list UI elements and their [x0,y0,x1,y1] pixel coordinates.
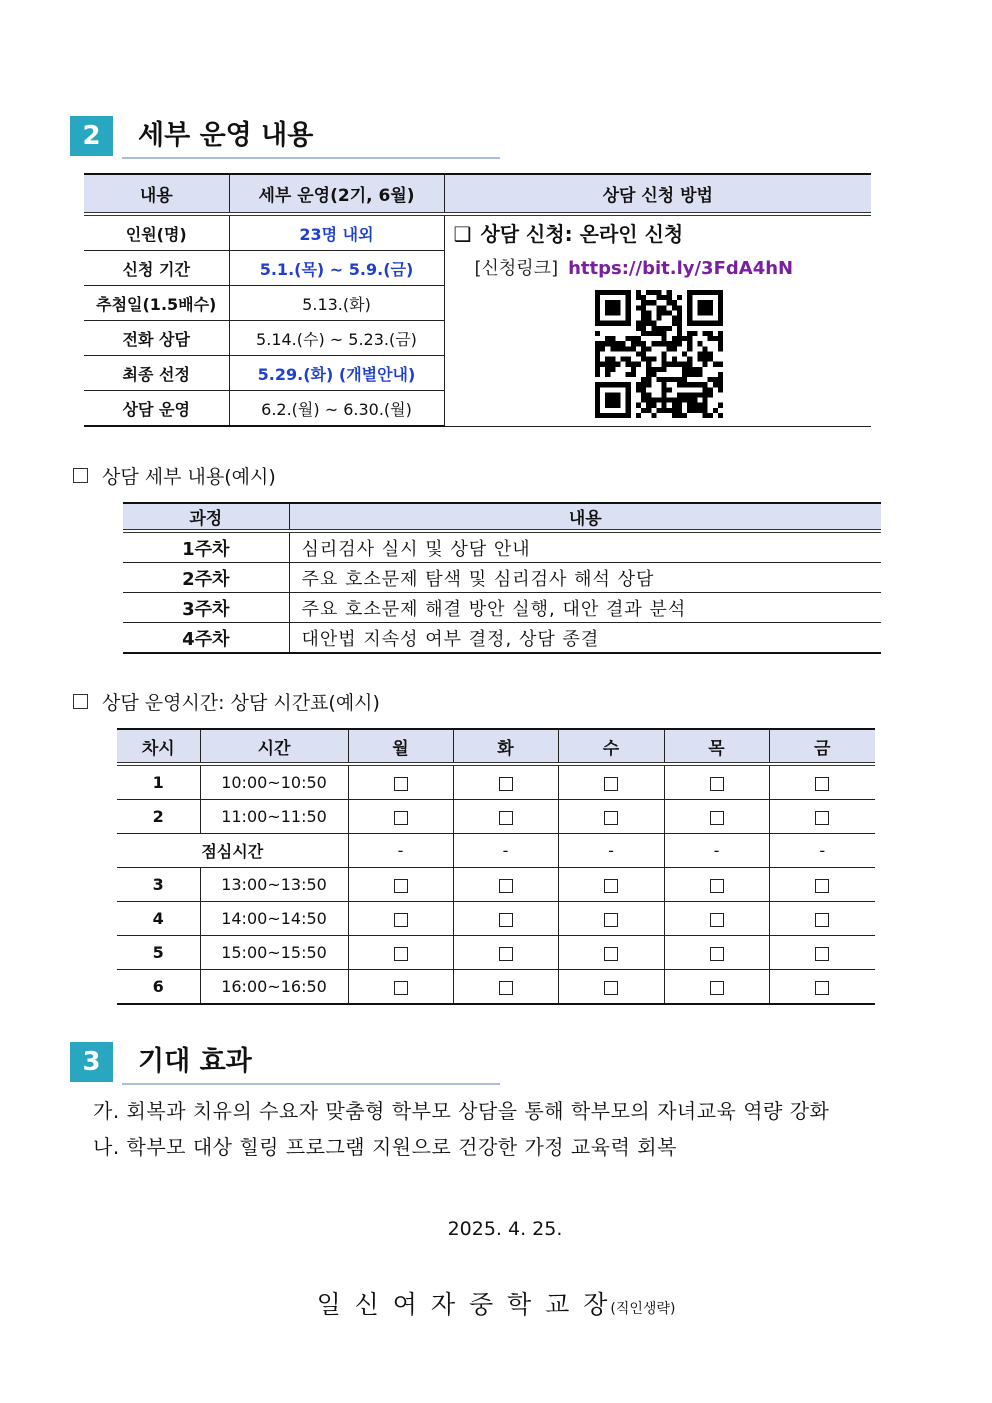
schedule-heading [73,688,380,715]
lunch-label: 점심시간 [117,834,348,868]
week-cell: 1주차 [123,531,289,563]
checkbox-icon[interactable] [815,913,829,927]
day-cell [769,800,875,834]
checkbox-icon[interactable] [499,777,513,791]
period-cell: 3 [117,868,200,902]
document-date: 2025. 4. 25. [447,1218,563,1240]
content-cell: 주요 호소문제 해결 방안 실행, 대안 결과 분석 [289,593,881,623]
section-number: 3 [70,1042,113,1082]
qr-code-icon [595,290,723,418]
schedule-header: 시간 [200,729,348,764]
row-value: 23명 내외 [229,214,444,251]
time-cell: 15:00~15:50 [200,936,348,970]
day-cell [769,936,875,970]
day-cell [558,902,664,936]
day-cell [348,868,453,902]
method-cell [444,214,871,426]
row-label: 신청 기간 [84,251,229,286]
checkbox-icon[interactable] [394,913,408,927]
schedule-header: 화 [453,729,558,764]
detail-heading [73,462,276,489]
day-cell [558,800,664,834]
checkbox-icon[interactable] [710,879,724,893]
table-row [123,531,881,563]
period-cell: 6 [117,970,200,1005]
schedule-header: 월 [348,729,453,764]
link-label: [신청링크] [474,258,559,279]
content-cell: 심리검사 실시 및 상담 안내 [289,531,881,563]
checkbox-icon[interactable] [394,811,408,825]
period-cell: 1 [117,764,200,800]
checkbox-icon[interactable] [710,811,724,825]
section-title: 기대 효과 [138,1046,252,1077]
row-label: 최종 선정 [84,356,229,391]
day-cell [558,970,664,1005]
time-cell: 11:00~11:50 [200,800,348,834]
table-row [123,563,881,593]
period-cell: 4 [117,902,200,936]
day-cell [348,902,453,936]
checkbox-icon[interactable] [815,981,829,995]
schedule-row [117,868,875,902]
schedule-heading-text: 상담 운영시간: 상담 시간표(예시) [102,692,380,714]
section-underline [122,1083,500,1085]
row-label: 인원(명) [84,214,229,251]
checkbox-icon[interactable] [499,947,513,961]
day-cell [664,764,769,800]
row-label: 상담 운영 [84,391,229,427]
signature-name: 일 신 여 자 중 학 교 장 [316,1290,611,1319]
day-cell [664,902,769,936]
checkbox-icon[interactable] [394,777,408,791]
signature-line [0,1285,992,1321]
schedule-row [117,936,875,970]
checkbox-icon[interactable] [815,879,829,893]
header-course: 과정 [123,503,289,531]
schedule-row [117,764,875,800]
checkbox-icon[interactable] [499,981,513,995]
schedule-row [117,902,875,936]
checkbox-icon[interactable] [499,811,513,825]
week-cell: 3주차 [123,593,289,623]
day-cell [664,868,769,902]
checkbox-icon[interactable] [604,879,618,893]
day-cell [769,970,875,1005]
day-cell [453,868,558,902]
day-cell [664,936,769,970]
checkbox-icon[interactable] [815,777,829,791]
row-label: 추첨일(1.5배수) [84,286,229,321]
row-label: 전화 상담 [84,321,229,356]
checkbox-bullet-icon [73,468,88,483]
operation-table [84,173,871,427]
week-cell: 4주차 [123,623,289,654]
table-row [84,214,871,251]
week-cell: 2주차 [123,563,289,593]
dash-cell: - [453,834,558,868]
header-method: 상담 신청 방법 [444,174,871,214]
checkbox-icon[interactable] [710,913,724,927]
day-cell [453,764,558,800]
checkbox-icon[interactable] [394,879,408,893]
schedule-table [117,728,875,1005]
checkbox-icon[interactable] [499,879,513,893]
day-cell [348,800,453,834]
day-cell [348,936,453,970]
checkbox-icon[interactable] [394,981,408,995]
checkbox-icon[interactable] [710,777,724,791]
method-title: 상담 신청: 온라인 신청 [480,222,684,246]
checkbox-icon[interactable] [815,947,829,961]
schedule-row [117,800,875,834]
day-cell [453,800,558,834]
section-underline [122,157,500,159]
header-operation: 세부 운영(2기, 6월) [229,174,444,214]
content-cell: 주요 호소문제 탐색 및 심리검사 해석 상담 [289,563,881,593]
application-link[interactable]: https://bit.ly/3FdA4hN [568,258,794,279]
day-cell [769,902,875,936]
time-cell: 14:00~14:50 [200,902,348,936]
table-row [123,593,881,623]
day-cell [558,868,664,902]
checkbox-icon[interactable] [604,981,618,995]
checkbox-icon[interactable] [604,777,618,791]
checkbox-icon[interactable] [604,811,618,825]
schedule-header: 목 [664,729,769,764]
day-cell [558,764,664,800]
checkbox-icon[interactable] [499,913,513,927]
signature-note: (직인생략) [610,1301,676,1317]
schedule-header: 수 [558,729,664,764]
checkbox-icon[interactable] [815,811,829,825]
checkbox-icon[interactable] [394,947,408,961]
day-cell [664,970,769,1005]
bullet-icon: ❑ [453,222,472,246]
day-cell [453,902,558,936]
dash-cell: - [664,834,769,868]
checkbox-icon[interactable] [604,947,618,961]
row-value: 5.29.(화) (개별안내) [229,356,444,391]
dash-cell: - [558,834,664,868]
day-cell [664,800,769,834]
effect-item: 나. 학부모 대상 힐링 프로그램 지원으로 건강한 가정 교육력 회복 [93,1135,677,1159]
day-cell [348,764,453,800]
checkbox-icon[interactable] [710,947,724,961]
row-value: 5.1.(목) ~ 5.9.(금) [229,251,444,286]
section-title: 세부 운영 내용 [138,120,314,151]
period-cell: 2 [117,800,200,834]
row-value: 6.2.(월) ~ 6.30.(월) [229,391,444,427]
period-cell: 5 [117,936,200,970]
row-value: 5.13.(화) [229,286,444,321]
checkbox-icon[interactable] [710,981,724,995]
detail-table [123,502,881,654]
row-value: 5.14.(수) ~ 5.23.(금) [229,321,444,356]
schedule-row [117,834,875,868]
dash-cell: - [769,834,875,868]
checkbox-bullet-icon [73,694,88,709]
schedule-row [117,970,875,1005]
day-cell [348,970,453,1005]
section-number: 2 [70,116,113,156]
content-cell: 대안법 지속성 여부 결정, 상담 종결 [289,623,881,654]
time-cell: 16:00~16:50 [200,970,348,1005]
day-cell [769,764,875,800]
schedule-header: 차시 [117,729,200,764]
effect-item: 가. 회복과 치유의 수요자 맞춤형 학부모 상담을 통해 학부모의 자녀교육 역량 강화 [93,1099,830,1123]
day-cell [769,868,875,902]
table-row [123,623,881,654]
day-cell [453,970,558,1005]
day-cell [453,936,558,970]
checkbox-icon[interactable] [604,913,618,927]
dash-cell: - [348,834,453,868]
schedule-header: 금 [769,729,875,764]
header-content: 내용 [289,503,881,531]
detail-heading-text: 상담 세부 내용(예시) [102,466,276,488]
time-cell: 13:00~13:50 [200,868,348,902]
day-cell [558,936,664,970]
time-cell: 10:00~10:50 [200,764,348,800]
header-content: 내용 [84,174,229,214]
